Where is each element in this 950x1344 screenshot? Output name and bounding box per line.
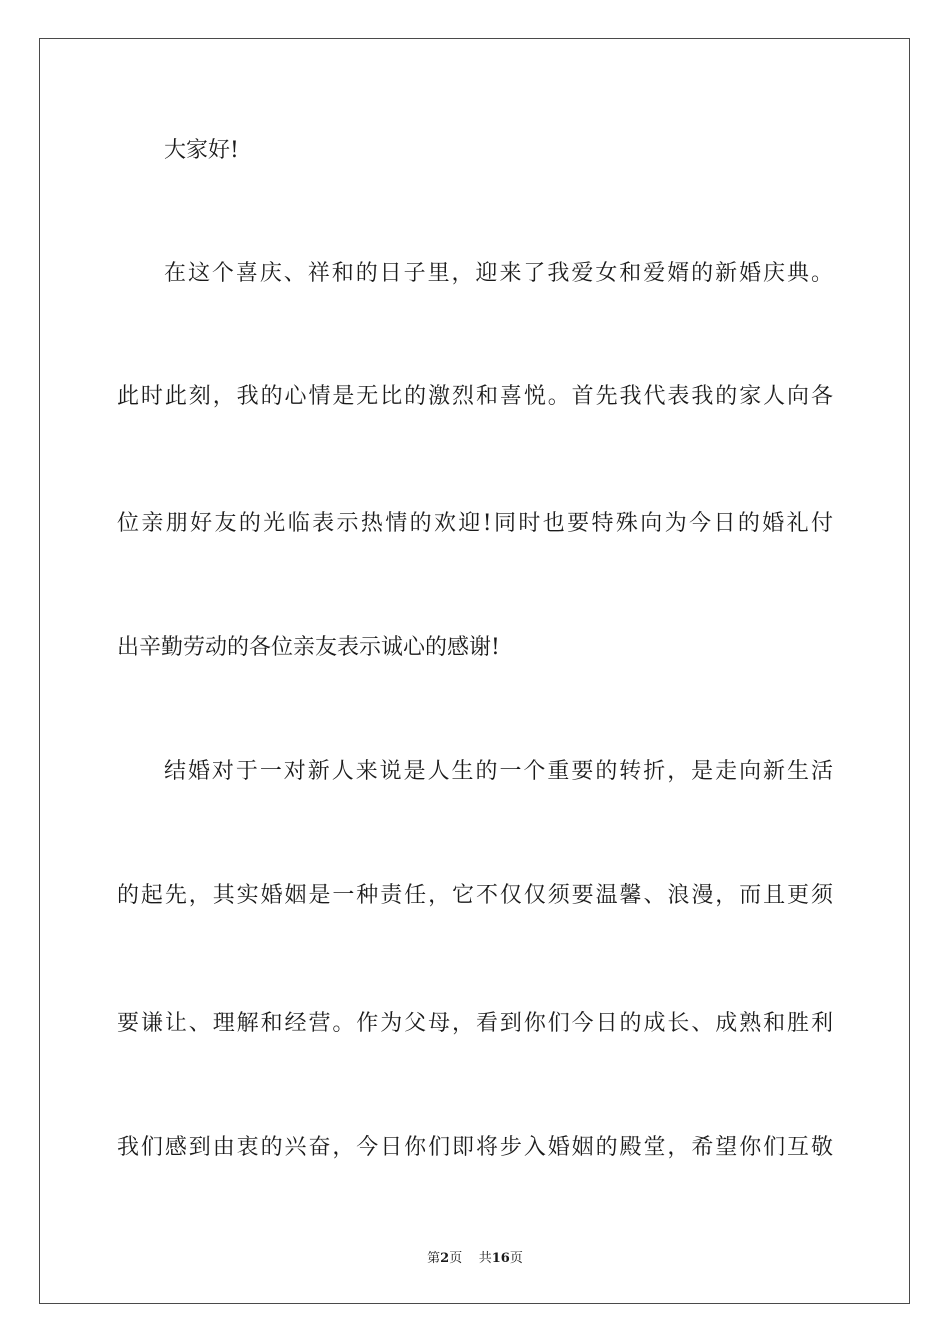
total-suffix: 页 — [509, 1251, 523, 1266]
page-prefix: 第 — [427, 1251, 441, 1266]
text-line-1: 大家好! — [164, 138, 239, 163]
text-line-3: 此时此刻，我的心情是无比的激烈和喜悦。首先我代表我的家人向各 — [117, 384, 833, 409]
total-pages: 16 — [491, 1251, 510, 1266]
text-line-4: 位亲朋好友的光临表示热情的欢迎!同时也要特殊向为今日的婚礼付 — [117, 511, 833, 536]
text-line-7: 的起先，其实婚姻是一种责任，它不仅仅须要温馨、浪漫，而且更须 — [117, 883, 833, 908]
total-prefix: 共 — [478, 1251, 492, 1266]
page-border — [39, 38, 910, 1304]
text-line-9: 我们感到由衷的兴奋，今日你们即将步入婚姻的殿堂，希望你们互敬 — [117, 1135, 833, 1160]
page-footer — [0, 1247, 950, 1266]
text-line-2: 在这个喜庆、祥和的日子里，迎来了我爱女和爱婿的新婚庆典。 — [164, 261, 833, 286]
text-line-6: 结婚对于一对新人来说是人生的一个重要的转折，是走向新生活 — [164, 759, 833, 784]
page-number: 2 — [440, 1251, 450, 1266]
page-suffix: 页 — [449, 1251, 463, 1266]
text-line-8: 要谦让、理解和经营。作为父母，看到你们今日的成长、成熟和胜利 — [117, 1011, 833, 1036]
text-line-5: 出辛勤劳动的各位亲友表示诚心的感谢! — [117, 635, 500, 660]
